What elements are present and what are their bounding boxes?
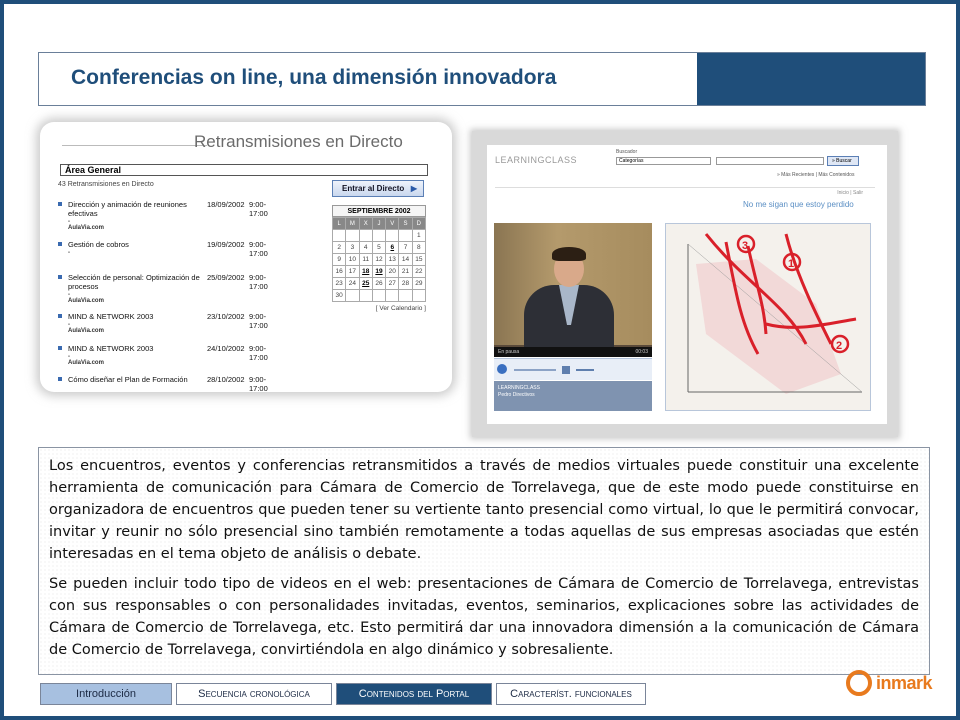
learningclass-logo: LEARNINGCLASS xyxy=(495,155,578,165)
strategy-chart-graphic xyxy=(666,224,871,411)
calendar-day: 13 xyxy=(386,254,399,266)
calendar-day: 21 xyxy=(399,266,412,278)
video-status: En pausa xyxy=(498,349,520,355)
strategy-chart-image xyxy=(665,223,871,411)
login-links[interactable]: Inicio | Salir xyxy=(837,190,863,196)
event-title: Cómo diseñar el Plan de Formación xyxy=(68,375,188,384)
calendar-day xyxy=(399,230,412,242)
event-time: 9:00-17:00 xyxy=(249,312,268,330)
calendar-weekday: S xyxy=(399,218,412,230)
event-title: MIND & NETWORK 2003 xyxy=(68,312,154,321)
bullet-icon xyxy=(58,202,62,206)
calendar-day: 3 xyxy=(346,242,359,254)
calendar-day: 16 xyxy=(333,266,346,278)
tab-introduccion[interactable]: Introducción xyxy=(40,683,172,705)
video-info-title: LEARNINGCLASS xyxy=(498,385,540,391)
logo-circle-icon xyxy=(846,670,872,696)
speaker-hair xyxy=(552,247,586,261)
event-title: Selección de personal: Optimización de procesos xyxy=(68,273,200,291)
calendar-day[interactable]: 19 xyxy=(372,266,385,278)
event-date: 24/10/2002 xyxy=(207,344,245,353)
calendar-day: 9 xyxy=(333,254,346,266)
event-time: 9:00-17:00 xyxy=(249,240,268,258)
event-source: - xyxy=(68,250,70,256)
calendar-day: 30 xyxy=(333,290,346,302)
calendar-day xyxy=(346,230,359,242)
calendar-weekday: M xyxy=(346,218,359,230)
video-info-subtitle: Pedro Directivos xyxy=(498,392,535,398)
event-time: 9:00-17:00 xyxy=(249,344,268,362)
calendar-day: 28 xyxy=(399,278,412,290)
play-button-icon[interactable] xyxy=(497,364,507,374)
tab-contenidos-del-portal[interactable]: Contenidos del Portal xyxy=(336,683,492,705)
calendar-day: 29 xyxy=(412,278,425,290)
calendar-day: 14 xyxy=(399,254,412,266)
bullet-icon xyxy=(58,275,62,279)
view-calendar-link[interactable]: [ Ver Calendario ] xyxy=(375,305,426,312)
calendar-day xyxy=(386,290,399,302)
calendar-day xyxy=(386,230,399,242)
enter-live-label: Entrar al Directo xyxy=(342,184,405,193)
event-title: Gestión de cobros xyxy=(68,240,129,249)
learningclass-page xyxy=(487,145,887,424)
paragraph-1: Los encuentros, eventos y conferencias retransmitidos a través de medios virtuales puede constituir una excelente herramienta de comunicación para Cámara de Comercio de Torrelavega, que de este modo puede constituirse en organizadora de encuentros que pueden tener su vertiente tanto presencial como virtual, lo que le permitirá convocar, invitar y reunir no sólo presencial sino también remotamente a todas aquellas de sus empresas asociadas que estén interesadas en el tema objeto de análisis o debate. xyxy=(49,458,919,562)
calendar-day: 27 xyxy=(386,278,399,290)
event-source: - AulaVia.com xyxy=(68,219,104,231)
calendar-day xyxy=(359,230,372,242)
calendar-day xyxy=(372,290,385,302)
event-time: 9:00-17:00 xyxy=(249,200,268,218)
calendar-day: 24 xyxy=(346,278,359,290)
event-time: 9:00-17:00 xyxy=(249,375,268,392)
title-bar xyxy=(38,52,926,106)
calendar-weekday: L xyxy=(333,218,346,230)
calendar-weekday: D xyxy=(412,218,425,230)
inmark-logo xyxy=(844,664,944,700)
calendar-day: 1 xyxy=(412,230,425,242)
search-input[interactable] xyxy=(716,157,824,165)
event-title: MIND & NETWORK 2003 xyxy=(68,344,154,353)
bullet-icon xyxy=(58,314,62,318)
event-date: 19/09/2002 xyxy=(207,240,245,249)
area-label: Área General xyxy=(60,164,428,176)
tab-caracteristicas-funcionales[interactable]: Característ. funcionales xyxy=(496,683,646,705)
calendar-day[interactable]: 25 xyxy=(359,278,372,290)
event-date: 18/09/2002 xyxy=(207,200,245,209)
calendar-day xyxy=(399,290,412,302)
event-source: - AulaVia.com xyxy=(68,354,104,366)
calendar-weekday: J xyxy=(372,218,385,230)
calendar-day: 8 xyxy=(412,242,425,254)
learningclass-screenshot xyxy=(472,131,898,437)
calendar-day xyxy=(372,230,385,242)
svg-text:2: 2 xyxy=(836,340,843,352)
calendar-day: 12 xyxy=(372,254,385,266)
paragraph-2: Se pueden incluir todo tipo de videos en el web: presentaciones de Cámara de Comercio de Torrelavega, entrevistas con sus responsables o con personalidades invitadas, eventos, seminarios, explicaciones sobre las actividades de Cámara de Comercio de Torrelavega, etc. Esto permitirá dar una innovadora dimensión a la comunicación de Cámara de Comercio de Torrelavega, convirtiéndola en algo dinámico y sobresaliente. xyxy=(49,576,919,658)
page-title: Conferencias on line, una dimensión innovadora xyxy=(71,66,557,89)
calendar-day: 11 xyxy=(359,254,372,266)
svg-text:3: 3 xyxy=(742,240,749,252)
broadcasts-header: Retransmisiones en Directo xyxy=(194,132,403,151)
calendar-weekday: V xyxy=(386,218,399,230)
calendar-day xyxy=(359,290,372,302)
bullet-icon xyxy=(58,377,62,381)
description-box xyxy=(38,447,930,675)
broadcast-count: 43 Retransmisiones en Directo xyxy=(58,181,154,188)
calendar-grid xyxy=(332,217,426,302)
enter-live-button[interactable] xyxy=(332,180,424,197)
video-player[interactable] xyxy=(494,223,652,357)
calendar-month: SEPTIEMBRE 2002 xyxy=(332,205,426,217)
calendar-day: 15 xyxy=(412,254,425,266)
search-button[interactable]: » Buscar xyxy=(827,156,859,166)
header-rule xyxy=(62,145,207,146)
calendar-day xyxy=(412,290,425,302)
calendar-day[interactable]: 18 xyxy=(359,266,372,278)
calendar-day xyxy=(333,230,346,242)
volume-slider-icon[interactable] xyxy=(510,359,660,381)
play-arrow-icon: ▶ xyxy=(410,184,417,193)
event-date: 23/10/2002 xyxy=(207,312,245,321)
event-source: - AulaVia.com xyxy=(68,292,104,304)
video-time: 00:03 xyxy=(635,349,648,355)
svg-text:1: 1 xyxy=(788,258,795,270)
calendar-day: 2 xyxy=(333,242,346,254)
video-controls xyxy=(494,358,652,380)
video-info-panel xyxy=(494,381,652,411)
event-date: 28/10/2002 xyxy=(207,375,245,384)
video-status-bar xyxy=(494,347,652,357)
calendar-day[interactable]: 6 xyxy=(386,242,399,254)
calendar-day: 23 xyxy=(333,278,346,290)
bullet-icon xyxy=(58,242,62,246)
calendar-day: 20 xyxy=(386,266,399,278)
title-accent-block xyxy=(697,53,925,105)
calendar-day: 10 xyxy=(346,254,359,266)
event-date: 25/09/2002 xyxy=(207,273,245,282)
event-time: 9:00-17:00 xyxy=(249,273,268,291)
calendar xyxy=(332,205,426,312)
event-source: - AulaVia.com xyxy=(68,322,104,334)
calendar-day: 22 xyxy=(412,266,425,278)
calendar-day: 26 xyxy=(372,278,385,290)
calendar-day: 17 xyxy=(346,266,359,278)
section-subtitle: No me sigan que estoy perdido xyxy=(743,200,854,209)
recent-links[interactable]: » Más Recientes | Más Contenidos xyxy=(777,172,855,178)
calendar-day xyxy=(346,290,359,302)
live-broadcasts-screenshot xyxy=(40,122,452,392)
calendar-day: 5 xyxy=(372,242,385,254)
event-title: Dirección y animación de reuniones efectivas xyxy=(68,200,187,218)
calendar-day: 7 xyxy=(399,242,412,254)
calendar-weekday: X xyxy=(359,218,372,230)
logo-text: inmark xyxy=(876,673,933,693)
calendar-day: 4 xyxy=(359,242,372,254)
bullet-icon xyxy=(58,346,62,350)
category-select[interactable]: Categorías xyxy=(616,157,711,165)
tab-secuencia-cronologica[interactable]: Secuencia cronológica xyxy=(176,683,332,705)
search-label: Buscador xyxy=(616,149,638,155)
